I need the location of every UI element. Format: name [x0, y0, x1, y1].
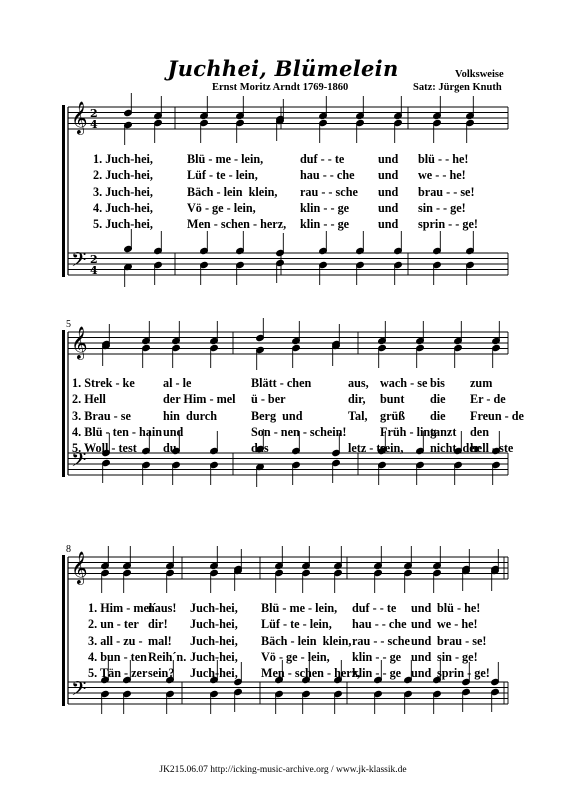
lyric-syllable: Juch-hei,: [190, 666, 238, 681]
lyric-syllable: tanzt: [430, 424, 457, 439]
lyric-syllable: 3. Juch-hei,: [93, 184, 153, 199]
lyric-syllable: und: [163, 424, 184, 439]
lyric-syllable: Son - nen - schein!: [251, 424, 347, 439]
lyric-syllable: Lüf - te - lein,: [261, 617, 332, 632]
lyric-syllable: hau - - che: [300, 168, 355, 183]
lyric-syllable: aus,: [348, 376, 369, 390]
lyric-syllable: sprin - ge!: [437, 666, 490, 681]
lyric-syllable: Tal,: [348, 408, 368, 423]
lyric-syllable: die: [430, 408, 446, 423]
time-signature: 2: [90, 107, 98, 120]
lyric-syllable: 2. un - ter: [88, 617, 139, 632]
system-bracket: [62, 105, 65, 277]
footer-credit: JK215.06.07 http://icking-music-archive.org / www.jk-klassik.de: [159, 765, 407, 775]
lyric-syllable: klin - - ge: [300, 217, 350, 232]
poet-credit: Ernst Moritz Arndt 1769-1860: [212, 82, 349, 93]
measure-number: 8: [66, 544, 71, 555]
lyric-syllable: klin - - ge: [300, 200, 350, 215]
bass-clef-icon: 𝄢: [71, 448, 87, 476]
lyric-syllable: Men - schen - herz,: [187, 217, 287, 232]
lyric-syllable: und: [378, 168, 399, 183]
lyric-syllable: we - - he!: [418, 168, 466, 183]
lyric-syllable: und: [378, 217, 399, 232]
treble-clef-icon: 𝄞: [71, 101, 88, 134]
lyric-syllable: 2. Juch-hei,: [93, 168, 153, 183]
lyric-syllable: duf - - te: [300, 152, 345, 166]
page-title: Juchhei, Blümelein: [167, 56, 399, 81]
lyric-syllable: Juch-hei,: [190, 617, 238, 632]
lyric-syllable: Freun - de: [470, 408, 524, 423]
lyric-syllable: brau - - se!: [418, 184, 475, 199]
lyric-syllable: 1. Juch-hei,: [93, 152, 153, 166]
lyric-syllable: 3. all - zu -: [88, 633, 143, 648]
lyric-syllable: bis: [430, 376, 445, 390]
lyric-syllable: 1. Strek - ke: [72, 376, 135, 390]
lyric-syllable: Juch-hei,: [190, 649, 238, 664]
lyric-syllable: und: [378, 200, 399, 215]
lyric-syllable: Men - schen - herz,: [261, 666, 361, 681]
lyric-syllable: klin - - ge: [352, 649, 402, 664]
lyric-syllable: Vö - ge - lein,: [261, 649, 330, 664]
lyric-syllable: ü - ber: [251, 392, 286, 407]
lyric-syllable: blü - - he!: [418, 152, 469, 166]
lyric-syllable: und: [411, 666, 432, 681]
lyric-syllable: du: [163, 441, 177, 456]
lyric-syllable: und: [378, 152, 399, 166]
lyric-syllable: der Him - mel: [163, 392, 236, 407]
lyric-syllable: naus!: [148, 601, 177, 615]
lyric-syllable: das: [251, 441, 269, 456]
lyric-syllable: sin - - ge!: [418, 200, 466, 215]
system-bracket: [62, 330, 65, 477]
treble-clef-icon: 𝄞: [71, 551, 88, 584]
lyric-syllable: sein?: [148, 666, 175, 681]
lyric-syllable: den: [470, 424, 489, 439]
lyric-syllable: rau - - sche: [352, 633, 410, 648]
time-signature: 4: [90, 264, 98, 277]
lyric-syllable: bunt: [380, 392, 405, 407]
lyric-syllable: grüß: [380, 408, 406, 423]
lyric-syllable: 3. Brau - se: [72, 408, 131, 423]
lyric-syllable: 2. Hell: [72, 392, 106, 407]
lyric-syllable: klin - - ge: [352, 666, 402, 681]
lyric-syllable: brau - se!: [437, 633, 487, 648]
lyric-syllable: Juch-hei,: [190, 601, 238, 615]
lyric-syllable: we - he!: [437, 617, 478, 632]
lyric-syllable: Vö - ge - lein,: [187, 200, 256, 215]
arranger-credit: Satz: Jürgen Knuth: [413, 82, 502, 93]
lyric-syllable: und: [411, 633, 432, 648]
lyric-syllable: mal!: [148, 633, 172, 648]
lyric-syllable: Lüf - te - lein,: [187, 168, 258, 183]
lyric-syllable: zum: [470, 376, 493, 390]
lyric-syllable: duf - - te: [352, 601, 397, 615]
lyric-syllable: 4. bun - ten: [88, 649, 147, 664]
lyric-syllable: 1. Him - mel´: [88, 601, 157, 615]
lyric-syllable: und: [411, 617, 432, 632]
lyric-syllable: 4. Juch-hei,: [93, 200, 153, 215]
lyric-syllable: Berg und: [251, 408, 303, 423]
lyric-syllable: nicht der: [430, 441, 481, 456]
lyric-syllable: Er - de: [470, 392, 506, 407]
bass-clef-icon: 𝄢: [71, 677, 87, 705]
lyric-syllable: die: [430, 392, 446, 407]
lyric-syllable: 5. Woll - test: [72, 441, 137, 456]
lyric-syllable: letz - te: [348, 441, 386, 456]
lyric-syllable: sein,: [380, 441, 404, 456]
bass-clef-icon: 𝄢: [71, 248, 87, 276]
lyric-syllable: 5. Juch-hei,: [93, 217, 153, 232]
lyric-syllable: 4. Blü - ten - hain: [72, 424, 163, 439]
lyric-syllable: dir,: [348, 392, 366, 407]
lyric-syllable: blü - he!: [437, 601, 481, 615]
measure-number: 5: [66, 319, 71, 330]
lyric-syllable: wach - se: [380, 376, 428, 390]
time-signature: 2: [90, 253, 98, 266]
lyric-syllable: Blätt - chen: [251, 376, 312, 390]
tune-credit: Volksweise: [455, 69, 504, 80]
lyric-syllable: 5. Tän - zer: [88, 666, 148, 681]
lyric-syllable: dir!: [148, 617, 168, 632]
lyric-syllable: Blü - me - lein,: [187, 152, 264, 166]
lyric-syllable: Bäch - lein klein,: [261, 633, 352, 648]
lyric-syllable: und: [411, 601, 432, 615]
lyric-syllable: hin durch: [163, 408, 217, 423]
lyric-syllable: rau - - sche: [300, 184, 358, 199]
treble-clef-icon: 𝄞: [71, 326, 88, 359]
lyric-syllable: Blü - me - lein,: [261, 601, 338, 615]
lyric-syllable: Reih´n.: [148, 649, 187, 664]
lyric-syllable: sin - ge!: [437, 649, 478, 664]
lyric-syllable: al - le: [163, 376, 192, 390]
lyric-syllable: und: [411, 649, 432, 664]
lyric-syllable: sprin - - ge!: [418, 217, 478, 232]
lyric-syllable: und: [378, 184, 399, 199]
lyric-syllable: Bäch - lein klein,: [187, 184, 278, 199]
system-bracket: [62, 555, 65, 706]
time-signature: 4: [90, 118, 98, 131]
lyric-syllable: hau - - che: [352, 617, 407, 632]
lyric-syllable: Juch-hei,: [190, 633, 238, 648]
lyric-syllable: hell - ste: [470, 441, 514, 456]
lyric-syllable: Früh - ling: [380, 424, 437, 439]
